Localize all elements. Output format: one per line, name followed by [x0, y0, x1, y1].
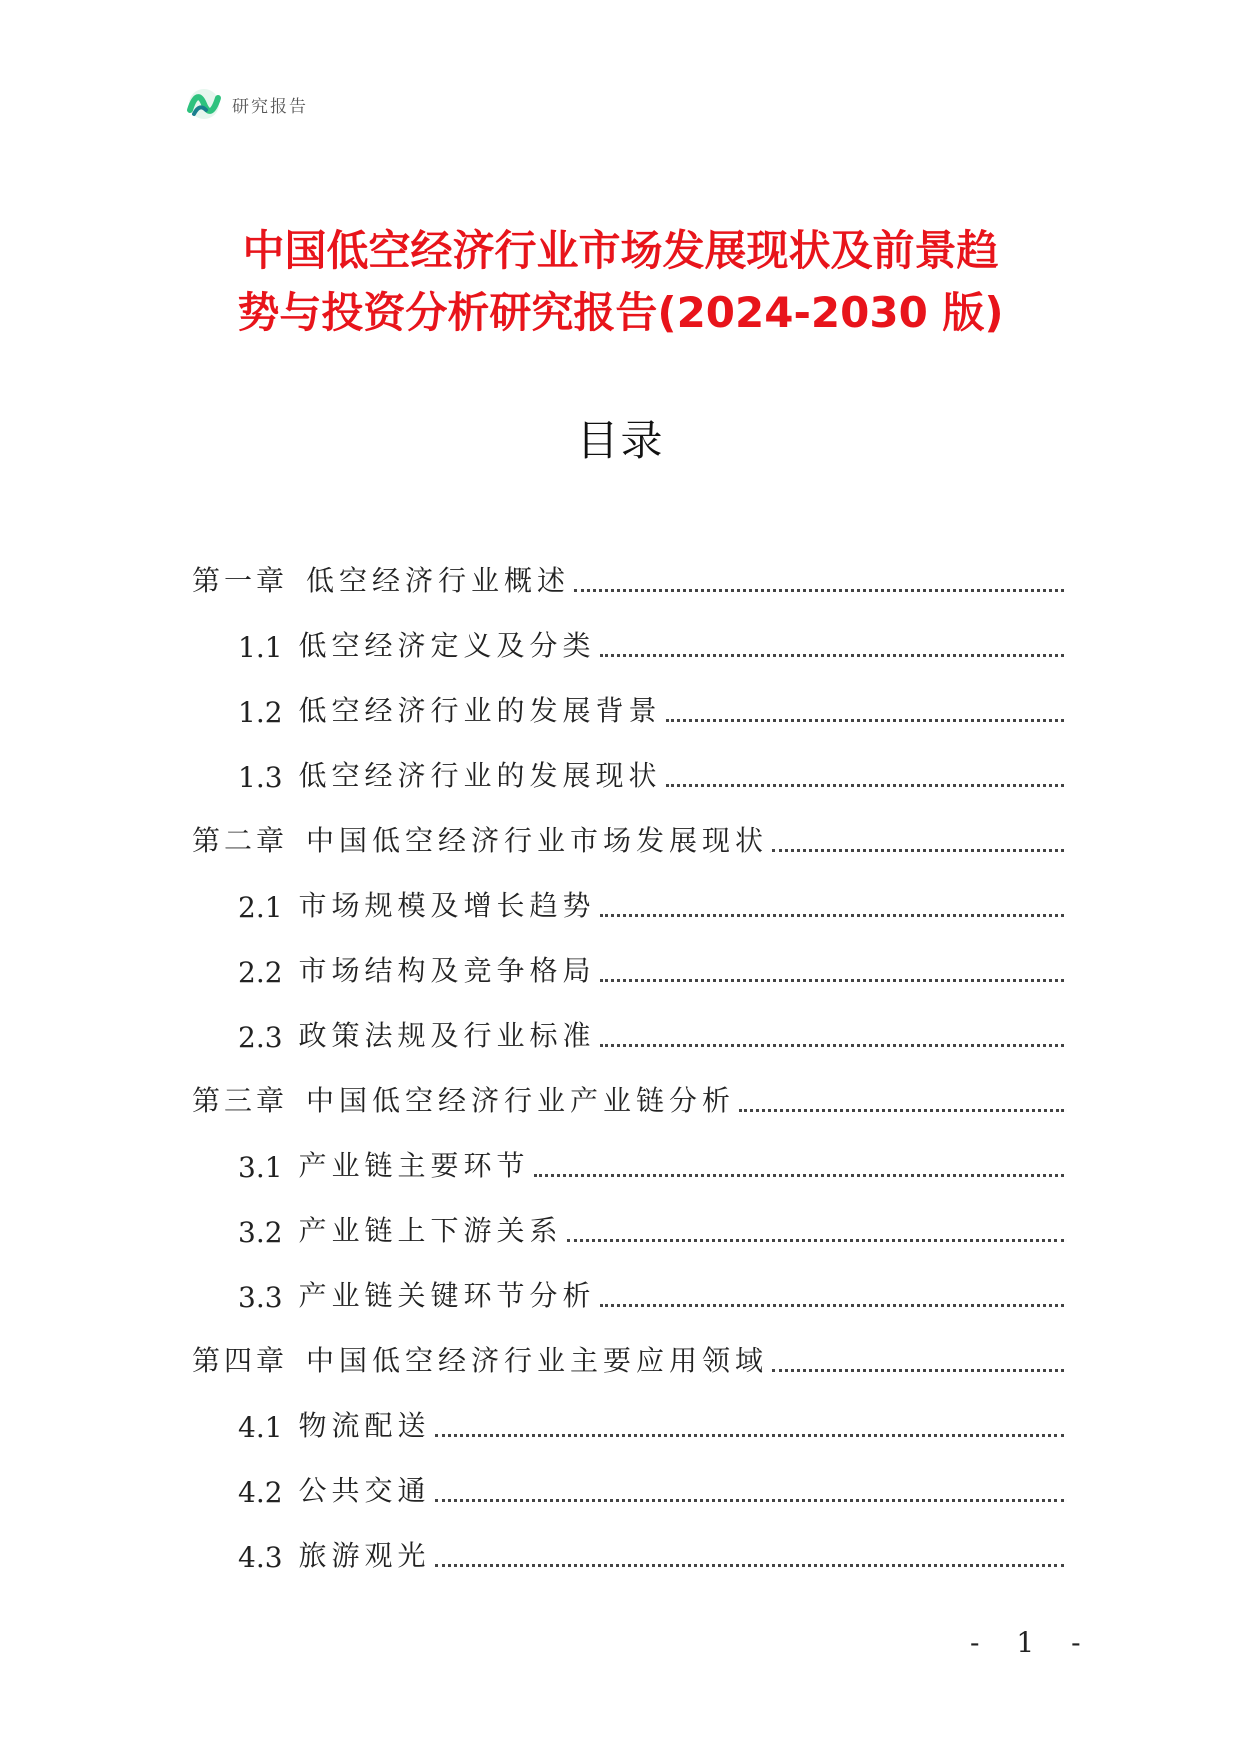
- table-of-contents: [192, 534, 1064, 1574]
- toc-section-entry[interactable]: [192, 989, 1064, 1054]
- toc-dot-leader: [666, 783, 1064, 787]
- toc-dot-leader: [739, 1108, 1064, 1112]
- toc-entry-title: 产业链主要环节: [298, 1149, 530, 1182]
- toc-section-entry[interactable]: [192, 1184, 1064, 1249]
- toc-dot-leader: [435, 1563, 1064, 1567]
- toc-entry-title: 市场结构及竞争格局: [298, 954, 596, 987]
- toc-heading: 目录: [576, 416, 665, 465]
- toc-dot-leader: [772, 848, 1064, 852]
- toc-entry-number: 3.2: [238, 1216, 283, 1249]
- toc-dot-leader: [435, 1433, 1064, 1437]
- toc-entry-title: 产业链关键环节分析: [298, 1279, 596, 1312]
- toc-dot-leader: [772, 1368, 1064, 1372]
- toc-section-entry[interactable]: [192, 599, 1064, 664]
- toc-section-entry[interactable]: [192, 1509, 1064, 1574]
- toc-section-entry[interactable]: [192, 664, 1064, 729]
- toc-entry-number: 3.1: [238, 1151, 283, 1184]
- toc-entry-number: 第一章: [192, 564, 289, 597]
- toc-entry-number: 1.2: [238, 696, 283, 729]
- toc-section-entry[interactable]: [192, 1444, 1064, 1509]
- toc-dot-leader: [600, 1043, 1064, 1047]
- toc-entry-title: 低空经济行业的发展现状: [298, 759, 662, 792]
- page-number: - 1 -: [970, 1626, 1095, 1659]
- toc-chapter-entry[interactable]: [192, 1314, 1064, 1379]
- logo-icon: [186, 88, 222, 120]
- toc-section-entry[interactable]: [192, 1379, 1064, 1444]
- toc-entry-number: 3.3: [238, 1281, 283, 1314]
- toc-entry-title: 物流配送: [298, 1409, 431, 1442]
- toc-dot-leader: [600, 913, 1064, 917]
- toc-dot-leader: [435, 1498, 1064, 1502]
- report-title-line-1: 中国低空经济行业市场发展现状及前景趋: [242, 226, 999, 275]
- report-title: [150, 220, 1091, 344]
- toc-chapter-entry[interactable]: [192, 794, 1064, 859]
- toc-entry-title: 低空经济行业概述: [306, 564, 571, 597]
- toc-dot-leader: [666, 718, 1064, 722]
- toc-entry-number: 第四章: [192, 1344, 289, 1377]
- toc-entry-title: 市场规模及增长趋势: [298, 889, 596, 922]
- toc-dot-leader: [600, 978, 1064, 982]
- toc-dot-leader: [600, 1303, 1064, 1307]
- toc-entry-title: 低空经济定义及分类: [298, 629, 596, 662]
- toc-entry-number: 1.3: [238, 761, 283, 794]
- toc-dot-leader: [567, 1238, 1064, 1242]
- toc-entry-number: 2.3: [238, 1021, 283, 1054]
- toc-entry-number: 4.3: [238, 1541, 283, 1574]
- toc-entry-number: 4.2: [238, 1476, 283, 1509]
- toc-entry-number: 第二章: [192, 824, 289, 857]
- toc-entry-title: 中国低空经济行业产业链分析: [306, 1084, 736, 1117]
- toc-section-entry[interactable]: [192, 1119, 1064, 1184]
- toc-entry-number: 2.1: [238, 891, 283, 924]
- toc-entry-number: 2.2: [238, 956, 283, 989]
- toc-entry-title: 政策法规及行业标准: [298, 1019, 596, 1052]
- document-header: [186, 88, 308, 120]
- report-title-line-2: 势与投资分析研究报告(2024-2030 版): [237, 288, 1004, 337]
- header-label: 研究报告: [232, 96, 308, 117]
- toc-dot-leader: [574, 588, 1064, 592]
- toc-entry-title: 旅游观光: [298, 1539, 431, 1572]
- toc-chapter-entry[interactable]: [192, 534, 1064, 599]
- toc-entry-number: 第三章: [192, 1084, 289, 1117]
- toc-entry-title: 产业链上下游关系: [298, 1214, 563, 1247]
- toc-section-entry[interactable]: [192, 1249, 1064, 1314]
- toc-entry-number: 4.1: [238, 1411, 283, 1444]
- toc-entry-title: 中国低空经济行业主要应用领域: [306, 1344, 769, 1377]
- toc-entry-title: 中国低空经济行业市场发展现状: [306, 824, 769, 857]
- toc-entry-title: 公共交通: [298, 1474, 431, 1507]
- toc-chapter-entry[interactable]: [192, 1054, 1064, 1119]
- toc-entry-number: 1.1: [238, 631, 283, 664]
- toc-section-entry[interactable]: [192, 859, 1064, 924]
- toc-section-entry[interactable]: [192, 924, 1064, 989]
- toc-dot-leader: [600, 653, 1064, 657]
- toc-entry-title: 低空经济行业的发展背景: [298, 694, 662, 727]
- toc-dot-leader: [534, 1173, 1064, 1177]
- toc-section-entry[interactable]: [192, 729, 1064, 794]
